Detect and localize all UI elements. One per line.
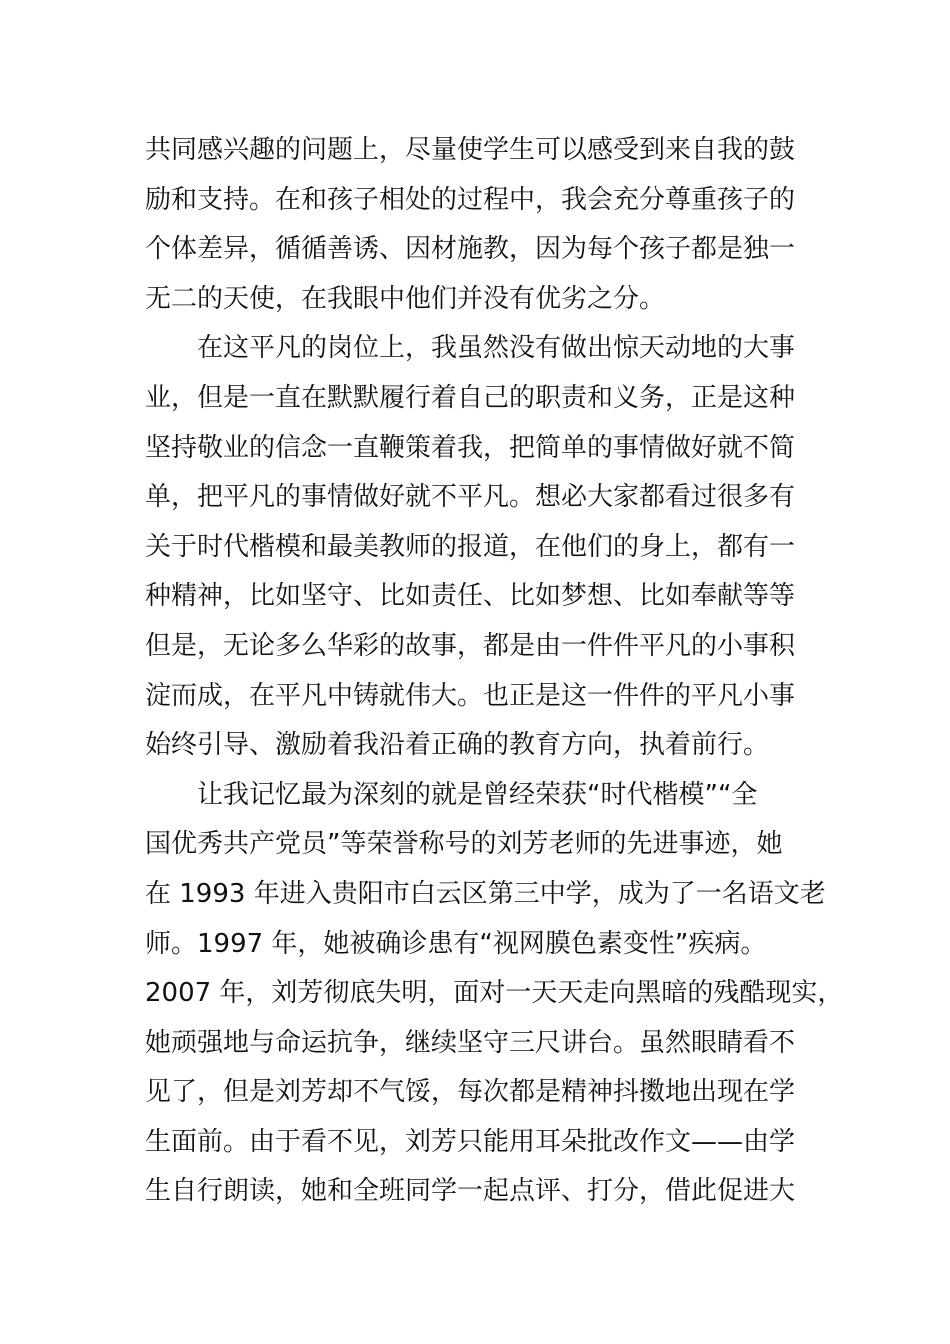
text-line: 淀而成，在平凡中铸就伟大。也正是这一件件的平凡小事 [145, 680, 796, 711]
text-line: 单，把平凡的事情做好就不平凡。想必大家都看过很多有 [145, 482, 796, 513]
text-line: 师。1997 年，她被确诊患有“视网膜色素变性”疾病。 [145, 928, 767, 959]
text-line: 共同感兴趣的问题上，尽量使学生可以感受到来自我的鼓 [145, 135, 796, 165]
text-line: 见了，但是刘芳却不气馁，每次都是精神抖擞地出现在学 [145, 1077, 796, 1108]
text-line: 始终引导、激励着我沿着正确的教育方向，执着前行。 [145, 730, 770, 761]
text-line: 励和支持。在和孩子相处的过程中，我会充分尊重孩子的 [145, 184, 796, 215]
text-line: 坚持敬业的信念一直鞭策着我，把简单的事情做好就不简 [145, 432, 796, 463]
text-line: 生自行朗读，她和全班同学一起点评、打分，借此促进大 [145, 1176, 796, 1207]
text-line: 生面前。由于看不见，刘芳只能用耳朵批改作文——由学 [145, 1126, 796, 1157]
text-line: 种精神，比如坚守、比如责任、比如梦想、比如奉献等等 [145, 581, 796, 612]
body-text [145, 126, 845, 1217]
text-line: 关于时代楷模和最美教师的报道，在他们的身上，都有一 [145, 531, 796, 562]
text-line: 国优秀共产党员”等荣誉称号的刘芳老师的先进事迹，她 [145, 829, 783, 860]
paragraph-start-line: 让我记忆最为深刻的就是曾经荣获“时代楷模”“全 [197, 779, 758, 810]
text-line: 她顽强地与命运抗争，继续坚守三尺讲台。虽然眼睛看不 [145, 1027, 796, 1058]
text-line: 个体差异，循循善诱、因材施教，因为每个孩子都是独一 [145, 234, 796, 265]
paragraph-start-line: 在这平凡的岗位上，我虽然没有做出惊天动地的大事 [197, 333, 796, 364]
text-line: 在 1993 年进入贵阳市白云区第三中学，成为了一名语文老 [145, 878, 826, 909]
text-line: 2007 年，刘芳彻底失明，面对一天天走向黑暗的残酷现实， [145, 978, 844, 1009]
text-line: 但是，无论多么华彩的故事，都是由一件件平凡的小事积 [145, 630, 796, 661]
text-line: 无二的天使，在我眼中他们并没有优劣之分。 [145, 283, 666, 314]
text-line: 业，但是一直在默默履行着自己的职责和义务，正是这种 [145, 382, 796, 413]
